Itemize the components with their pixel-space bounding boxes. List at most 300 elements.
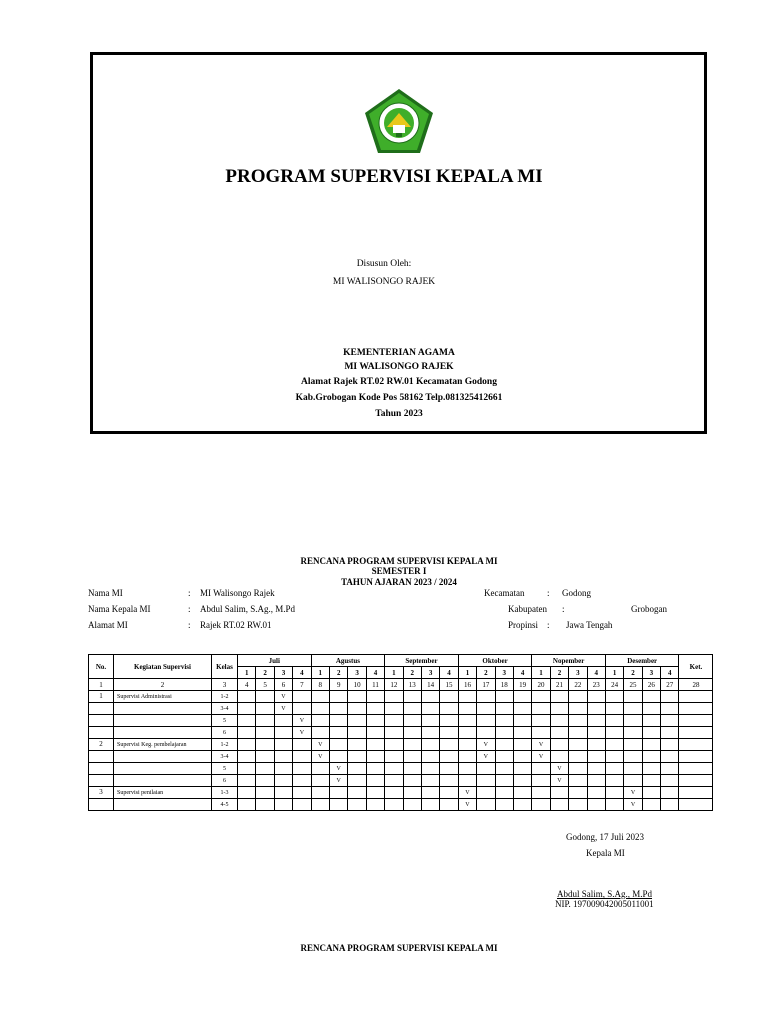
- schedule-cell: [440, 727, 458, 739]
- schedule-cell: [366, 703, 384, 715]
- org-line-address: Alamat Rajek RT.02 RW.01 Kecamatan Godong: [301, 377, 497, 387]
- schedule-cell: [366, 691, 384, 703]
- row-ket: [679, 739, 713, 751]
- schedule-cell: [477, 691, 495, 703]
- schedule-cell: [421, 703, 439, 715]
- schedule-cell: [569, 751, 587, 763]
- schedule-cell: [624, 763, 642, 775]
- schedule-cell: [587, 775, 605, 787]
- info-label-school: Nama MI: [88, 588, 123, 598]
- signature-role: Kepala MI: [586, 848, 625, 858]
- schedule-mark: V: [330, 763, 348, 775]
- schedule-cell: [587, 715, 605, 727]
- schedule-cell: [403, 763, 421, 775]
- row-activity: Supervisi penilaian: [114, 787, 212, 799]
- week-number-cell: 4: [293, 667, 311, 679]
- schedule-cell: [238, 799, 256, 811]
- column-number-cell: 3: [212, 679, 238, 691]
- plan-year: TAHUN AJARAN 2023 / 2024: [341, 577, 457, 587]
- schedule-cell: [403, 751, 421, 763]
- schedule-cell: [440, 799, 458, 811]
- table-row: [89, 739, 713, 751]
- schedule-cell: [495, 751, 513, 763]
- row-activity: [114, 763, 212, 775]
- schedule-cell: [274, 739, 292, 751]
- column-number-cell: 15: [440, 679, 458, 691]
- week-number-cell: 1: [238, 667, 256, 679]
- week-number-cell: 3: [642, 667, 660, 679]
- week-number-cell: 4: [587, 667, 605, 679]
- row-ket: [679, 751, 713, 763]
- schedule-cell: [513, 727, 531, 739]
- schedule-cell: [587, 703, 605, 715]
- schedule-cell: [366, 775, 384, 787]
- signature-name: Abdul Salim, S.Ag., M.Pd: [557, 889, 653, 899]
- schedule-cell: [642, 727, 660, 739]
- header-month: Juli: [238, 655, 312, 667]
- table-row: [89, 775, 713, 787]
- row-kelas: 6: [212, 727, 238, 739]
- schedule-mark: V: [311, 739, 329, 751]
- row-ket: [679, 799, 713, 811]
- schedule-cell: [605, 751, 623, 763]
- schedule-cell: [458, 751, 476, 763]
- schedule-cell: [661, 799, 679, 811]
- schedule-cell: [550, 715, 568, 727]
- row-activity: [114, 727, 212, 739]
- next-page-heading: RENCANA PROGRAM SUPERVISI KEPALA MI: [300, 943, 498, 953]
- schedule-cell: [311, 787, 329, 799]
- schedule-cell: [421, 799, 439, 811]
- org-line-year: Tahun 2023: [375, 409, 423, 419]
- schedule-cell: [385, 763, 403, 775]
- schedule-cell: [569, 715, 587, 727]
- schedule-cell: [605, 703, 623, 715]
- schedule-cell: [661, 763, 679, 775]
- schedule-cell: [274, 727, 292, 739]
- schedule-cell: [293, 751, 311, 763]
- schedule-cell: [513, 703, 531, 715]
- schedule-cell: [624, 703, 642, 715]
- schedule-cell: [642, 691, 660, 703]
- schedule-cell: [366, 739, 384, 751]
- schedule-mark: V: [274, 691, 292, 703]
- schedule-mark: V: [477, 751, 495, 763]
- schedule-cell: [421, 727, 439, 739]
- table-row: [89, 763, 713, 775]
- schedule-cell: [477, 799, 495, 811]
- info-sep: :: [188, 588, 191, 598]
- info-label-regency: Kabupaten: [508, 604, 547, 614]
- signature-nip: NIP. 197009042005011001: [555, 899, 654, 909]
- schedule-cell: [569, 739, 587, 751]
- schedule-cell: [513, 751, 531, 763]
- schedule-cell: [348, 703, 366, 715]
- row-activity: [114, 799, 212, 811]
- schedule-cell: [605, 763, 623, 775]
- prepared-by-label: Disusun Oleh:: [356, 259, 412, 269]
- schedule-cell: [311, 715, 329, 727]
- row-ket: [679, 703, 713, 715]
- info-label-address: Alamat MI: [88, 620, 128, 630]
- schedule-cell: [403, 739, 421, 751]
- schedule-cell: [624, 691, 642, 703]
- schedule-cell: [421, 763, 439, 775]
- cover-title: PROGRAM SUPERVISI KEPALA MI: [225, 166, 543, 187]
- info-sep: :: [188, 620, 191, 630]
- info-sep: :: [188, 604, 191, 614]
- schedule-cell: [385, 715, 403, 727]
- schedule-cell: [477, 727, 495, 739]
- column-number-cell: 10: [348, 679, 366, 691]
- schedule-cell: [238, 751, 256, 763]
- schedule-cell: [330, 727, 348, 739]
- schedule-cell: [495, 739, 513, 751]
- schedule-cell: [605, 799, 623, 811]
- schedule-mark: V: [550, 775, 568, 787]
- schedule-cell: [440, 763, 458, 775]
- schedule-cell: [238, 727, 256, 739]
- column-number-cell: 25: [624, 679, 642, 691]
- row-activity: Supervisi Administrasi: [114, 691, 212, 703]
- schedule-cell: [642, 715, 660, 727]
- schedule-cell: [440, 715, 458, 727]
- schedule-cell: [642, 703, 660, 715]
- schedule-cell: [311, 691, 329, 703]
- schedule-cell: [458, 763, 476, 775]
- info-value-regency: Grobogan: [631, 604, 667, 614]
- schedule-cell: [477, 787, 495, 799]
- schedule-cell: [587, 739, 605, 751]
- schedule-cell: [569, 703, 587, 715]
- schedule-cell: [256, 691, 274, 703]
- schedule-cell: [624, 739, 642, 751]
- row-no: 1: [89, 691, 114, 703]
- schedule-cell: [348, 715, 366, 727]
- schedule-cell: [661, 775, 679, 787]
- schedule-cell: [403, 787, 421, 799]
- schedule-cell: [477, 715, 495, 727]
- table-row: [89, 703, 713, 715]
- madrasah-logo: [363, 87, 435, 155]
- schedule-cell: [605, 739, 623, 751]
- schedule-cell: [532, 799, 550, 811]
- row-kelas: 1-2: [212, 691, 238, 703]
- info-value-province: Jawa Tengah: [566, 620, 613, 630]
- schedule-cell: [311, 703, 329, 715]
- schedule-cell: [421, 691, 439, 703]
- schedule-cell: [440, 775, 458, 787]
- schedule-cell: [421, 739, 439, 751]
- schedule-cell: [366, 763, 384, 775]
- schedule-cell: [348, 691, 366, 703]
- schedule-cell: [587, 727, 605, 739]
- row-ket: [679, 727, 713, 739]
- schedule-cell: [348, 775, 366, 787]
- schedule-cell: [495, 787, 513, 799]
- schedule-cell: [256, 775, 274, 787]
- schedule-cell: [256, 739, 274, 751]
- header-month: Desember: [605, 655, 679, 667]
- schedule-cell: [513, 787, 531, 799]
- schedule-cell: [569, 763, 587, 775]
- schedule-cell: [513, 715, 531, 727]
- column-number-cell: 18: [495, 679, 513, 691]
- schedule-cell: [569, 727, 587, 739]
- schedule-cell: [495, 775, 513, 787]
- header-month: Oktober: [458, 655, 532, 667]
- schedule-cell: [366, 799, 384, 811]
- schedule-mark: V: [532, 751, 550, 763]
- schedule-cell: [661, 739, 679, 751]
- schedule-cell: [238, 703, 256, 715]
- week-number-cell: 2: [477, 667, 495, 679]
- header-ket: Ket.: [679, 655, 713, 679]
- schedule-cell: [348, 727, 366, 739]
- schedule-cell: [550, 703, 568, 715]
- column-number-cell: 7: [293, 679, 311, 691]
- week-number-cell: 2: [403, 667, 421, 679]
- signature-place-date: Godong, 17 Juli 2023: [566, 832, 645, 842]
- schedule-cell: [293, 787, 311, 799]
- table-row: [89, 715, 713, 727]
- schedule-cell: [311, 727, 329, 739]
- week-number-cell: 4: [661, 667, 679, 679]
- info-value-school: MI Walisongo Rajek: [200, 588, 275, 598]
- schedule-cell: [440, 703, 458, 715]
- info-value-address: Rajek RT.02 RW.01: [200, 620, 272, 630]
- column-number-cell: 13: [403, 679, 421, 691]
- schedule-cell: [440, 739, 458, 751]
- schedule-cell: [274, 787, 292, 799]
- schedule-cell: [624, 775, 642, 787]
- table-row: [89, 787, 713, 799]
- schedule-cell: [477, 763, 495, 775]
- schedule-cell: [532, 703, 550, 715]
- schedule-cell: [421, 751, 439, 763]
- schedule-cell: [458, 691, 476, 703]
- column-number-row: [89, 679, 713, 691]
- row-kelas: 3-4: [212, 703, 238, 715]
- schedule-cell: [385, 727, 403, 739]
- column-number-cell: 19: [513, 679, 531, 691]
- schedule-cell: [550, 787, 568, 799]
- row-activity: [114, 775, 212, 787]
- schedule-cell: [348, 763, 366, 775]
- week-number-cell: 3: [569, 667, 587, 679]
- schedule-cell: [624, 751, 642, 763]
- info-sep: :: [562, 604, 565, 614]
- schedule-cell: [311, 799, 329, 811]
- header-kelas: Kelas: [212, 655, 238, 679]
- row-no: [89, 799, 114, 811]
- schedule-cell: [569, 799, 587, 811]
- column-number-cell: 28: [679, 679, 713, 691]
- row-kelas: 1-2: [212, 739, 238, 751]
- schedule-cell: [385, 703, 403, 715]
- row-kelas: 4-5: [212, 799, 238, 811]
- schedule-cell: [403, 715, 421, 727]
- schedule-cell: [532, 775, 550, 787]
- schedule-cell: [661, 691, 679, 703]
- header-month: Nopember: [532, 655, 606, 667]
- column-number-cell: 4: [238, 679, 256, 691]
- schedule-cell: [311, 775, 329, 787]
- schedule-cell: [293, 739, 311, 751]
- schedule-cell: [605, 715, 623, 727]
- schedule-mark: V: [624, 799, 642, 811]
- schedule-cell: [605, 775, 623, 787]
- schedule-cell: [330, 691, 348, 703]
- plan-semester: SEMESTER I: [371, 566, 427, 576]
- schedule-cell: [421, 715, 439, 727]
- row-activity: Supervisi Keg. pembelajaran: [114, 739, 212, 751]
- schedule-cell: [238, 787, 256, 799]
- info-sep: :: [547, 588, 550, 598]
- schedule-cell: [385, 751, 403, 763]
- schedule-cell: [513, 739, 531, 751]
- schedule-cell: [495, 727, 513, 739]
- schedule-cell: [403, 727, 421, 739]
- row-ket: [679, 763, 713, 775]
- schedule-cell: [642, 799, 660, 811]
- column-number-cell: 21: [550, 679, 568, 691]
- schedule-cell: [661, 703, 679, 715]
- column-number-cell: 14: [421, 679, 439, 691]
- schedule-cell: [366, 787, 384, 799]
- schedule-cell: [513, 763, 531, 775]
- schedule-cell: [403, 691, 421, 703]
- supervision-schedule-table: [88, 654, 713, 811]
- row-ket: [679, 775, 713, 787]
- row-kelas: 5: [212, 715, 238, 727]
- column-number-cell: 9: [330, 679, 348, 691]
- row-no: [89, 751, 114, 763]
- schedule-mark: V: [550, 763, 568, 775]
- schedule-cell: [366, 727, 384, 739]
- schedule-cell: [513, 691, 531, 703]
- column-number-cell: 2: [114, 679, 212, 691]
- row-activity: [114, 703, 212, 715]
- week-number-cell: 1: [532, 667, 550, 679]
- table-row: [89, 691, 713, 703]
- schedule-cell: [569, 775, 587, 787]
- schedule-cell: [605, 691, 623, 703]
- week-number-cell: 3: [495, 667, 513, 679]
- column-number-cell: 5: [256, 679, 274, 691]
- schedule-cell: [532, 787, 550, 799]
- column-number-cell: 12: [385, 679, 403, 691]
- schedule-cell: [348, 787, 366, 799]
- schedule-cell: [550, 739, 568, 751]
- column-number-cell: 17: [477, 679, 495, 691]
- schedule-mark: V: [293, 727, 311, 739]
- schedule-cell: [477, 703, 495, 715]
- week-number-cell: 1: [311, 667, 329, 679]
- schedule-cell: [238, 739, 256, 751]
- schedule-cell: [274, 751, 292, 763]
- schedule-cell: [642, 787, 660, 799]
- column-number-cell: 27: [661, 679, 679, 691]
- header-month: September: [385, 655, 459, 667]
- schedule-cell: [238, 775, 256, 787]
- row-no: [89, 703, 114, 715]
- column-number-cell: 11: [366, 679, 384, 691]
- schedule-cell: [348, 799, 366, 811]
- schedule-cell: [532, 715, 550, 727]
- schedule-cell: [238, 691, 256, 703]
- schedule-cell: [293, 799, 311, 811]
- row-kelas: 6: [212, 775, 238, 787]
- schedule-cell: [495, 763, 513, 775]
- header-month: Agustus: [311, 655, 385, 667]
- week-number-cell: 1: [458, 667, 476, 679]
- week-number-cell: 2: [256, 667, 274, 679]
- row-kelas: 1-3: [212, 787, 238, 799]
- schedule-cell: [421, 787, 439, 799]
- schedule-cell: [458, 739, 476, 751]
- row-no: [89, 715, 114, 727]
- week-number-cell: 1: [605, 667, 623, 679]
- schedule-cell: [624, 715, 642, 727]
- info-sep: :: [547, 620, 550, 630]
- column-number-cell: 22: [569, 679, 587, 691]
- column-number-cell: 24: [605, 679, 623, 691]
- schedule-cell: [569, 787, 587, 799]
- schedule-cell: [293, 691, 311, 703]
- schedule-cell: [330, 751, 348, 763]
- schedule-cell: [274, 775, 292, 787]
- column-number-cell: 26: [642, 679, 660, 691]
- week-number-cell: 2: [330, 667, 348, 679]
- schedule-cell: [330, 703, 348, 715]
- schedule-mark: V: [624, 787, 642, 799]
- table-row: [89, 799, 713, 811]
- schedule-mark: V: [532, 739, 550, 751]
- schedule-cell: [311, 763, 329, 775]
- schedule-mark: V: [274, 703, 292, 715]
- week-number-cell: 3: [348, 667, 366, 679]
- prepared-by: MI WALISONGO RAJEK: [332, 277, 436, 287]
- column-number-cell: 8: [311, 679, 329, 691]
- schedule-cell: [274, 799, 292, 811]
- schedule-cell: [403, 703, 421, 715]
- schedule-cell: [605, 727, 623, 739]
- schedule-cell: [366, 715, 384, 727]
- schedule-cell: [385, 691, 403, 703]
- schedule-cell: [238, 763, 256, 775]
- schedule-cell: [274, 715, 292, 727]
- row-activity: [114, 715, 212, 727]
- table-row: [89, 751, 713, 763]
- week-number-cell: 3: [274, 667, 292, 679]
- schedule-mark: V: [330, 775, 348, 787]
- schedule-cell: [440, 691, 458, 703]
- schedule-cell: [348, 739, 366, 751]
- column-number-cell: 23: [587, 679, 605, 691]
- schedule-cell: [403, 775, 421, 787]
- schedule-cell: [458, 775, 476, 787]
- schedule-mark: V: [293, 715, 311, 727]
- schedule-cell: [605, 787, 623, 799]
- row-no: 3: [89, 787, 114, 799]
- schedule-cell: [385, 787, 403, 799]
- schedule-cell: [330, 799, 348, 811]
- org-line-contact: Kab.Grobogan Kode Pos 58162 Telp.081325412661: [295, 393, 503, 403]
- schedule-mark: V: [458, 799, 476, 811]
- week-number-cell: 1: [385, 667, 403, 679]
- schedule-cell: [495, 799, 513, 811]
